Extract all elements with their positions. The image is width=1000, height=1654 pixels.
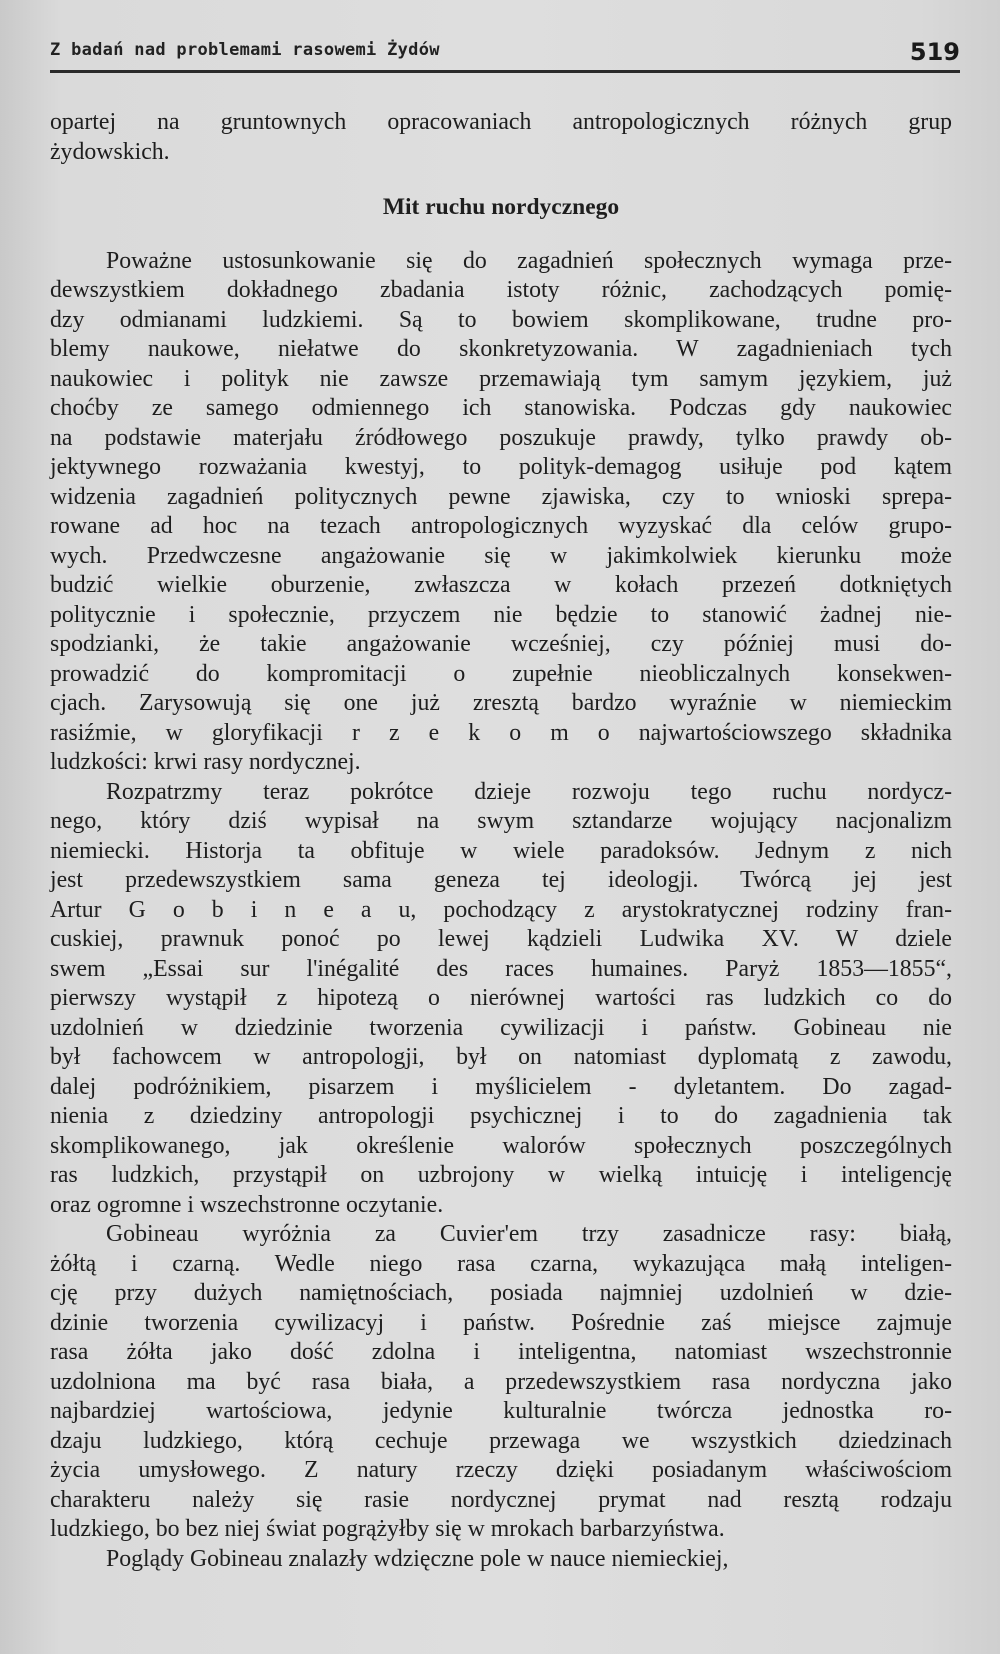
text-line: jest przedewszystkiem sama geneza tej ideologji. Twórcą jej jest <box>50 867 952 893</box>
text-line: oraz ogromne i wszechstronne oczytanie. <box>50 1191 444 1218</box>
text-line: ludzkości: krwi rasy nordycznej. <box>50 749 361 775</box>
text-line: wych. Przedwczesne angażowanie się w jakimkolwiek kierunku może <box>50 542 952 569</box>
text-line: Poważne ustosunkowanie się do zagadnień społecznych wymaga prze- <box>106 247 952 274</box>
text-line: uzdolnień w dziedzinie tworzenia cywilizacji i państw. Gobineau nie <box>50 1014 952 1041</box>
running-title: Z badań nad problemami rasowemi Żydów <box>50 40 440 60</box>
text-line: cjach. Zarysowują się one już zresztą bardzo wyraźnie w niemieckim <box>50 690 952 716</box>
text-line: cję przy dużych namiętnościach, posiada najmniej uzdolnień w dzie- <box>50 1280 952 1306</box>
text-line: rasiźmie, w gloryfikacji r z e k o m o najwartościowszego składnika <box>50 719 952 746</box>
text-line: politycznie i społecznie, przyczem nie będzie to stanowić żadnej nie- <box>50 601 952 628</box>
text-line: charakteru należy się rasie nordycznej prymat nad resztą rodzaju <box>50 1486 952 1513</box>
text-line: dzy odmianami ludzkiemi. Są to bowiem skomplikowane, trudne pro- <box>50 306 952 333</box>
text-line: budzić wielkie oburzenie, zwłaszcza w kołach przezeń dotkniętych <box>50 572 952 598</box>
text-line: spodzianki, że takie angażowanie wcześniej, czy później musi do- <box>50 631 952 657</box>
text-line: Artur G o b i n e a u, pochodzący z arystokratycznej rodziny fran- <box>50 896 952 923</box>
text-line: cuskiej, prawnuk ponoć po lewej kądzieli Ludwika XV. W dziele <box>50 926 952 952</box>
text-line: dewszystkiem dokładnego zbadania istoty różnic, zachodzących pomię- <box>50 277 952 303</box>
body-text <box>50 108 952 1574</box>
text-line: widzenia zagadnień politycznych pewne zjawiska, czy to wnioski sprepa- <box>50 483 952 510</box>
text-line: ras ludzkich, przystąpił on uzbrojony w wielką intuicję i inteligencję <box>50 1162 952 1188</box>
paragraph <box>50 247 952 778</box>
page-number: 519 <box>909 38 960 66</box>
text-line: dzaju ludzkiego, którą cechuje przewaga we wszystkich dziedzinach <box>50 1427 952 1454</box>
continuation-line: opartej na gruntownych opracowaniach antropologicznych różnych grup <box>50 109 952 135</box>
text-line: uzdolniona ma być rasa biała, a przedewszystkiem rasa nordyczna jako <box>50 1368 952 1395</box>
paragraphs <box>50 247 952 1575</box>
text-line: jektywnego rozważania kwestyj, to polityk-demagog usiłuje pod kątem <box>50 454 952 480</box>
continuation-line: żydowskich. <box>50 138 170 165</box>
text-line: rowane ad hoc na tezach antropologicznych wyzyskać dla celów grupo- <box>50 513 952 539</box>
text-line: dalej podróżnikiem, pisarzem i myślicielem - dyletantem. Do zagad- <box>50 1073 952 1100</box>
text-line: nienia z dziedziny antropologji psychicznej i to do zagadnienia tak <box>50 1103 952 1129</box>
paragraph <box>50 1545 952 1575</box>
text-line: naukowiec i polityk nie zawsze przemawiają tym samym językiem, już <box>50 365 952 392</box>
section-title: Mit ruchu nordycznego <box>382 194 620 220</box>
text-line: swem „Essai sur l'inégalité des races humaines. Paryż 1853—1855“, <box>50 955 952 982</box>
text-line: Rozpatrzmy teraz pokrótce dzieje rozwoju tego ruchu nordycz- <box>106 778 952 805</box>
text-line: żółtą i czarną. Wedle niego rasa czarna, wykazująca małą inteligen- <box>50 1250 952 1277</box>
text-line: skomplikowanego, jak określenie walorów społecznych poszczególnych <box>50 1132 952 1159</box>
text-line: ludzkiego, bo bez niej świat pogrążyłby się w mrokach barbarzyństwa. <box>50 1516 725 1542</box>
paragraph <box>50 778 952 1221</box>
text-line: rasa żółta jako dość zdolna i inteligentna, natomiast wszechstronnie <box>50 1339 952 1365</box>
text-line: na podstawie materjału źródłowego poszukuje prawdy, tylko prawdy ob- <box>50 424 952 451</box>
text-line: niemiecki. Historja ta obfituje w wiele paradoksów. Jednym z nich <box>50 837 952 864</box>
text-line: blemy naukowe, niełatwe do skonkretyzowania. W zagadnieniach tych <box>50 336 952 362</box>
running-header <box>50 36 962 76</box>
text-line: pierwszy wystąpił z hipotezą o nierównej wartości ras ludzkich co do <box>50 985 952 1011</box>
text-line: najbardziej wartościowa, jedynie kulturalnie twórcza jednostka ro- <box>50 1398 952 1424</box>
paragraph <box>50 1220 952 1545</box>
text-line: życia umysłowego. Z natury rzeczy dzięki posiadanym właściwościom <box>50 1457 952 1483</box>
text-line: prowadzić do kompromitacji o zupełnie nieobliczalnych konsekwen- <box>50 660 952 687</box>
text-line: nego, który dziś wypisał na swym sztandarze wojujący nacjonalizm <box>50 808 952 834</box>
header-rule <box>50 70 960 73</box>
text-line: Poglądy Gobineau znalazły wdzięczne pole w nauce niemieckiej, <box>106 1545 729 1572</box>
text-line: choćby ze samego odmiennego ich stanowiska. Podczas gdy naukowiec <box>50 395 952 421</box>
text-line: był fachowcem w antropologji, był on natomiast dyplomatą z zawodu, <box>50 1044 952 1070</box>
text-line: Gobineau wyróżnia za Cuvier'em trzy zasadnicze rasy: białą, <box>106 1221 952 1247</box>
text-line: dzinie tworzenia cywilizacyj i państw. Pośrednie zaś miejsce zajmuje <box>50 1309 952 1336</box>
